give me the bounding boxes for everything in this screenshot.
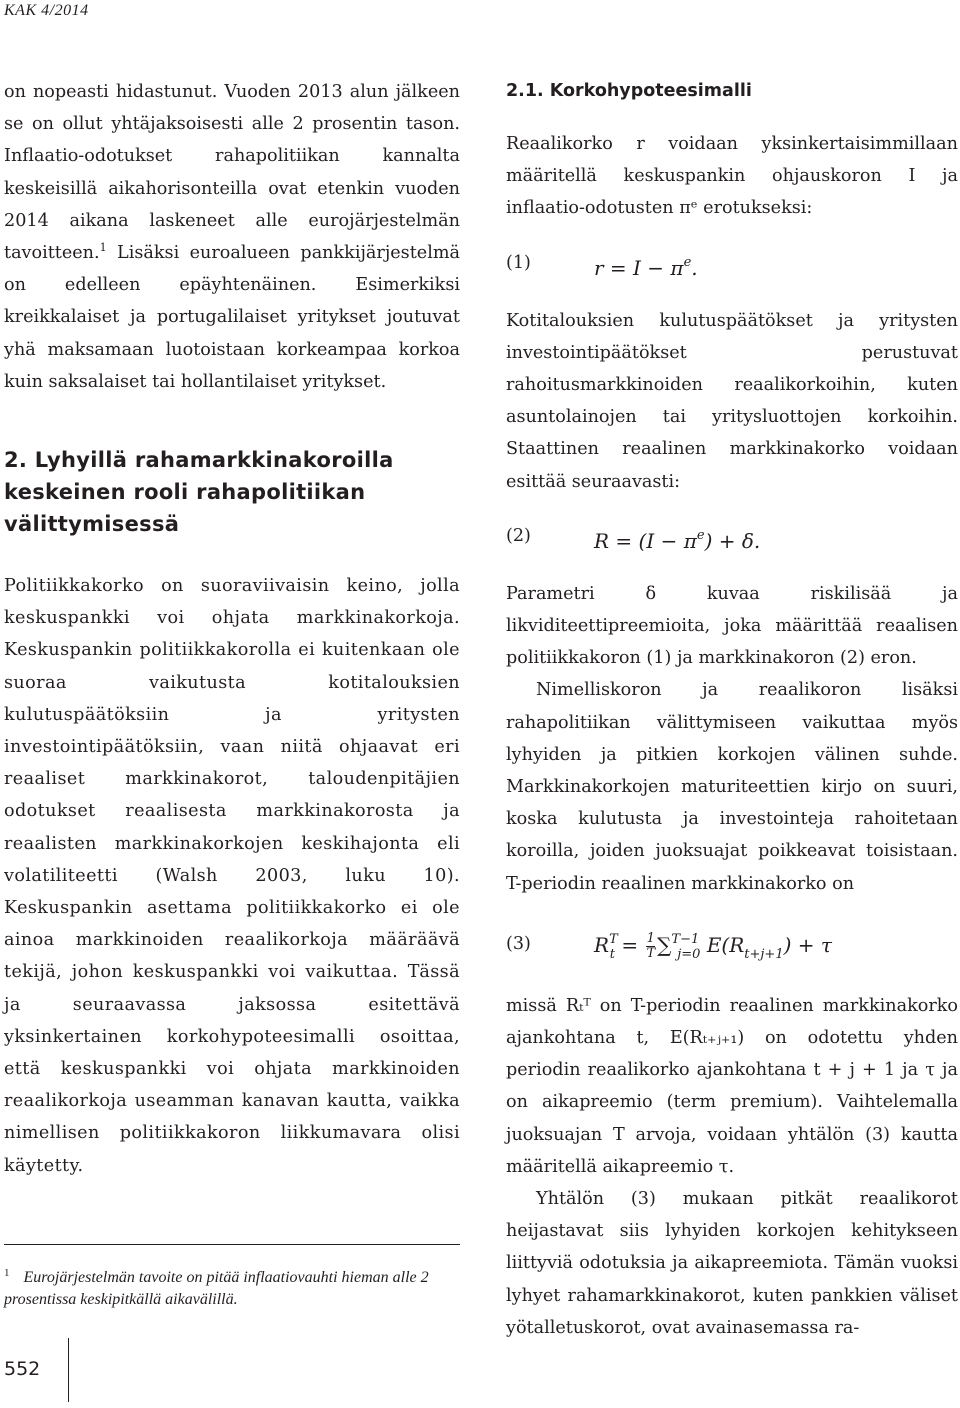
paragraph-real-rate: Reaalikorko r voidaan yksinkertaisimmillaan määritellä keskuspankin ohjauskoron I ja inflaatio-odotusten πᵉ erotukseksi: (506, 134, 958, 219)
equation-2 (506, 516, 958, 556)
equation-1 (506, 243, 958, 283)
footnote-rule (4, 1244, 460, 1245)
paragraph-body-text: Keskuspankin politiikkakorolla ei kuitenkaan ole suoraa vaikutusta kotitalouksien kulutuspäätöksiin ja yritysten investointipäätöksiin, vaan niitä ohjaavat eri reaaliset markkinakorot, taloudenpitäjien odotukset reaalisesta markkinakorosta ja reaalisten markkinakorkojen keskihajonta eli volatiliteetti (Walsh 2003, luku 10). Keskuspankin asettama politiikkakorko ei ole ainoa markkinoiden reaalikorkoja määräävä tekijä, johon keskuspankki voi vaikuttaa. Tässä ja seuraavassa jaksossa esitettävä yksinkertainen korkohypoteesimalli osoittaa, että keskuspankki voi ohjata markkinoiden reaalikorkoja useamman kanavan kautta, vaikka nimellisen politiikkakoron liikkumavara olisi käytetty. (4, 640, 460, 1176)
left-column (4, 76, 460, 1182)
footnote (4, 1262, 460, 1311)
running-head: KAK 4/2014 (4, 2, 89, 19)
equation-body: $R^T_t = \frac{1}{T}$ ∑$^{T-1}_{j=0}$ $E(R_{t+j+1}) + \tau$ (594, 930, 832, 962)
equation-body: $R = (I - \pi^e) + \delta$. (594, 527, 761, 553)
footnote-mark: 1 (4, 1267, 10, 1279)
right-column (506, 76, 958, 1344)
paragraph-conclusion: Yhtälön (3) mukaan pitkät reaalikorot heijastavat siis lyhyiden korkojen kehitykseen liittyviä odotuksia ja aikapreemiota. Tämän vuoksi lyhyet rahamarkkinakorot, kuten pankkien väliset yötalletuskorot, ovat avainasemassa ra- (506, 1189, 958, 1338)
paragraph-intro-tail: Lisäksi euroalueen pankkijärjestelmä on edelleen epäyhtenäinen. Esimerkiksi kreikkalaiset ja portugalilaiset yritykset joutuvat yhä maksamaan luotoistaan korkeampaa korkoa kuin saksalaiset tai hollantilaiset yritykset. (4, 243, 460, 392)
equation-3 (506, 916, 958, 970)
subsection-heading: 2.1. Korkohypoteesimalli (506, 81, 752, 101)
paragraph-lead-text: Politiikkakorko on suoraviivaisin keino, jolla keskuspankki voi ohjata markkinakorkoja. (4, 576, 460, 629)
page-number-rule (68, 1338, 69, 1402)
equation-number: (1) (506, 252, 531, 273)
equation-number: (3) (506, 933, 531, 954)
paragraph-market-rates: Kotitalouksien kulutuspäätökset ja yritysten investointipäätökset perustuvat rahoitusmarkkinoiden reaalikorkoihin, kuten asuntolainojen tai yritysluottojen korkoihin. Staattinen reaalinen markkinakorko voidaan esittää seuraavasti: (506, 310, 958, 492)
section-heading: 2. Lyhyillä rahamarkkinakoroilla keskeinen rooli rahapolitiikan välittymisessä (4, 448, 394, 537)
footnote-reference[interactable]: 1 (99, 241, 107, 255)
paragraph-risk-parameter: Parametri δ kuvaa riskilisää ja likviditeettipreemioita, joka määrittää reaalisen politiikkakoron (1) ja markkinakoron (2) eron. (506, 583, 958, 669)
paragraph-yield-curve: Nimelliskoron ja reaalikoron lisäksi rahapolitiikan välittymiseen vaikuttaa myös lyhyiden ja pitkien korkojen välinen suhde. Markkinakorkojen maturiteettien kirjo on suuri, koska kulutusta ja investointeja rahoitetaan koroilla, joiden juoksuajat poikkeavat toisistaan. T-periodin reaalinen markkinakorko on (506, 680, 958, 894)
equation-body: $r = I - \pi^e$. (594, 254, 698, 280)
footnote-text: Eurojärjestelmän tavoite on pitää inflaatiovauhti hieman alle 2 prosentissa keskipitkällä aikavälillä. (4, 1269, 429, 1308)
paragraph-policy-rate (4, 570, 460, 1182)
equation-number: (2) (506, 525, 531, 546)
paragraph-intro (4, 76, 460, 398)
paragraph-intro-text: on nopeasti hidastunut. Vuoden 2013 alun jälkeen se on ollut yhtäjaksoisesti alle 2 prosentin tason. Inflaatio-odotukset rahapolitiikan kannalta keskeisillä aikahorisonteilla ovat etenkin vuoden 2014 aikana laskeneet alle eurojärjestelmän tavoitteen. (4, 82, 460, 264)
paragraph-term-premium: missä Rₜᵀ on T-periodin reaalinen markkinakorko ajankohtana t, E(Rₜ₊ⱼ₊₁) on odotettu yhden periodin reaalikorko ajankohtana t + j + 1 ja τ ja on aikapreemio (term premium). Vaihtelemalla juoksuajan T arvoja, voidaan yhtälön (3) kautta määritellä aikapreemio τ. (506, 995, 958, 1177)
page-number: 552 (4, 1358, 41, 1380)
